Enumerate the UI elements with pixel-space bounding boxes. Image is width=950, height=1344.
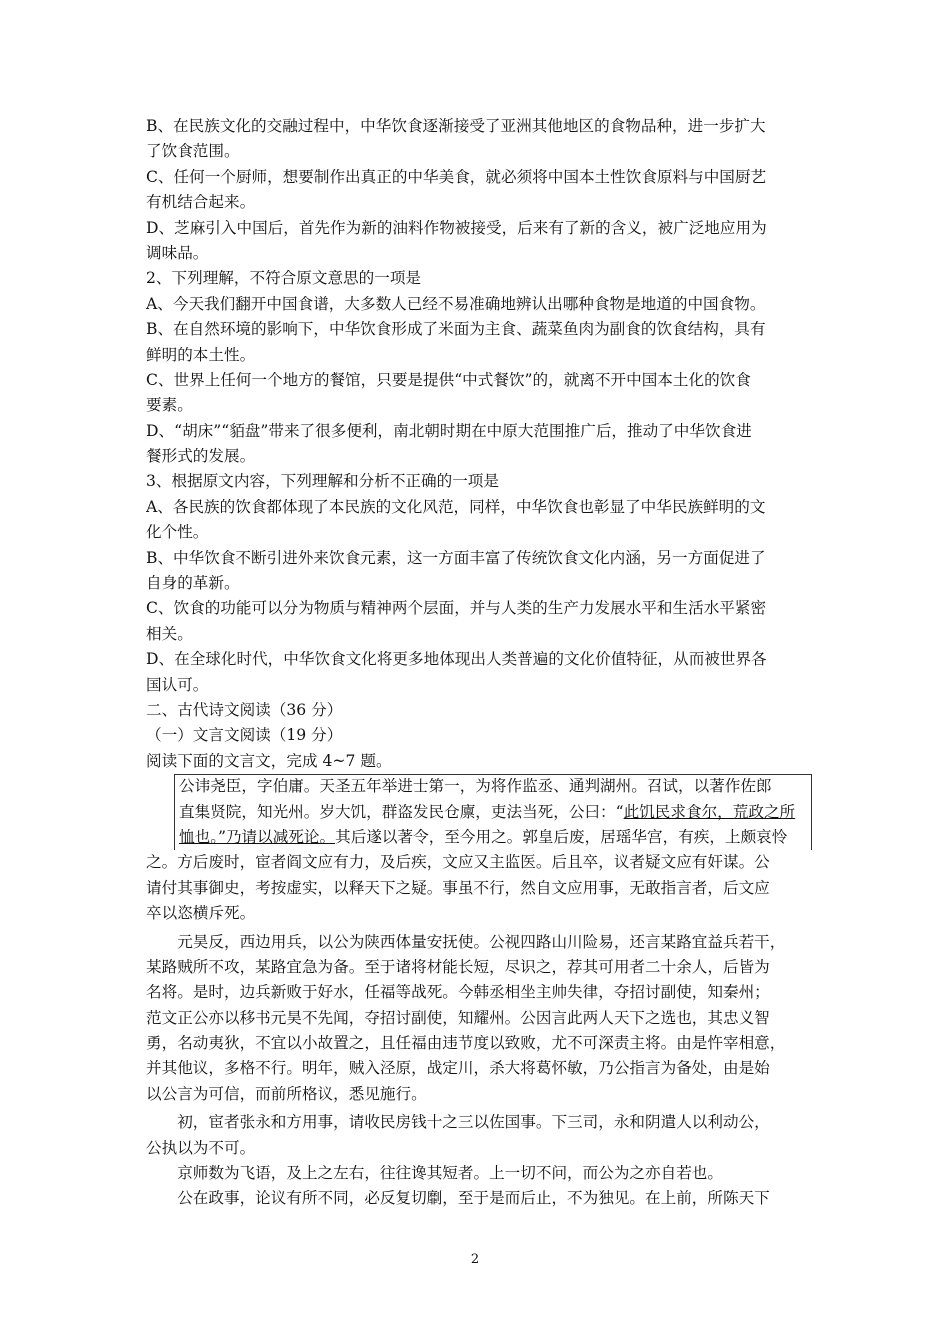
underlined-sentence: 此饥民求食尔，荒政之所 [623,802,796,821]
passage-paragraph-4 [146,1161,810,1186]
text-line: 了饮食范围。 [146,142,240,161]
question-stem: 2、下列理解，不符合原文意思的一项是 [146,269,422,288]
boxed-passage-excerpt [174,774,812,850]
text-line: 自身的革新。 [146,574,240,593]
text-span: 直集贤院，知光州。岁大饥，群盗发民仓廪，吏法当死，公曰：“ [179,802,624,821]
text-span: 其后遂以著令，至今用之。郭皇后废，居瑶华宫，有疾，上颇哀怜 [335,827,788,846]
text-line: 以公言为可信，而前所格议，悉见施行。 [146,1084,427,1103]
text-line: 调味品。 [146,243,209,262]
text-line: 公执以为不可。 [146,1138,256,1157]
text-line: D、“胡床”“貊盘”带来了很多便利，南北朝时期在中原大范围推广后，推动了中华饮食进 [146,421,752,440]
text-line: 并其他议，多格不行。明年，贼入泾原，战定川，杀大将葛怀敏，乃公指言为备处，由是始 [146,1059,770,1078]
text-line: 名将。是时，边兵新败于好水，任福等战死。今韩丞相坐主帅失律，夺招讨副使，知秦州； [146,983,770,1002]
text-line: 卒以恣横斥死。 [146,904,256,923]
text-line: 元昊反，西边用兵，以公为陕西体量安抚使。公视四路山川险易，还言某路宜益兵若干， [177,932,786,951]
question-1-options [146,114,810,266]
page-number: 2 [470,1252,480,1267]
text-line: 有机结合起来。 [146,193,256,212]
underlined-sentence: 恤也。”乃请以减死论。 [179,827,336,846]
section-title: 二、古代诗文阅读（36 分） [146,700,343,719]
box-top-border [174,774,812,775]
text-line: 勇，名动夷狄，不宜以小故置之，且任福由违节度以致败，尤不可深责主将。由是忤宰相意， [146,1034,786,1053]
text-line: 相关。 [146,624,193,643]
text-line: A、各民族的饮食都体现了本民族的文化风范，同样，中华饮食也彰显了中华民族鲜明的文 [146,497,766,516]
text-line: 要素。 [146,396,193,415]
text-line: 公讳尧臣，字伯庸。天圣五年举进士第一，为将作监丞、通判湖州。召试，以著作佐郎 [179,777,772,796]
text-line: 京师数为飞语，及上之左右，往往谗其短者。上一切不问，而公为之亦自若也。 [177,1164,723,1183]
subsection-title: （一）文言文阅读（19 分） [146,726,343,745]
question-3 [146,469,810,698]
text-line: B、在自然环境的影响下，中华饮食形成了米面为主食、蔬菜鱼肉为副食的饮食结构，具有 [146,320,766,339]
text-line: C、任何一个厨师，想要制作出真正的中华美食，就必须将中国本土性饮食原料与中国厨艺 [146,167,767,186]
text-line: 化个性。 [146,523,209,542]
text-line: C、饮食的功能可以分为物质与精神两个层面，并与人类的生产力发展水平和生活水平紧密 [146,599,767,618]
passage-paragraph-5 [146,1186,810,1211]
question-stem: 3、根据原文内容，下列理解和分析不正确的一项是 [146,472,499,491]
reading-instruction: 阅读下面的文言文，完成 4~7 题。 [146,751,392,770]
text-line: D、在全球化时代，中华饮食文化将更多地体现出人类普遍的文化价值特征，从而被世界各 [146,650,767,669]
text-line: 之。方后废时，宦者阎文应有力，及后疾，文应又主监医。后且卒，议者疑文应有奸谋。公 [146,853,770,872]
passage-paragraph-2 [146,930,810,1108]
text-line: 请付其事御史，考按虚实，以释天下之疑。事虽不行，然自文应用事，无敢指言者，后文应 [146,878,770,897]
text-line: D、芝麻引入中国后，首先作为新的油料作物被接受，后来有了新的含义，被广泛地应用为 [146,218,767,237]
text-line: B、中华饮食不断引进外来饮食元素，这一方面丰富了传统饮食文化内涵，另一方面促进了 [146,548,766,567]
text-line: A、今天我们翻开中国食谱，大多数人已经不易准确地辨认出哪种食物是地道的中国食物。 [146,294,766,313]
question-2 [146,266,810,469]
text-line: C、世界上任何一个地方的餐馆，只要是提供“中式餐饮”的，就离不开中国本土化的饮食 [146,370,751,389]
text-line: 鲜明的本土性。 [146,345,256,364]
text-line: 公在政事，论议有所不同，必反复切劘，至于是而后止，不为独见。在上前，所陈天下 [177,1189,770,1208]
text-line: 国认可。 [146,675,209,694]
document-page [146,114,810,1212]
text-line [179,800,811,825]
text-line: 范文正公亦以移书元昊不先闻，夺招讨副使，知耀州。公因言此两人天下之选也，其忠义智 [146,1008,770,1027]
text-line: B、在民族文化的交融过程中，中华饮食逐渐接受了亚洲其他地区的食物品种，进一步扩大 [146,117,766,135]
passage-paragraph-3 [146,1110,810,1161]
text-line: 初，宦者张永和方用事，请收民房钱十之三以佐国事。下三司，永和阴遣人以利动公， [177,1113,770,1132]
text-line: 某路贼所不攻，某路宜急为备。至于诸将材能长短，尽识之，荐其可用者二十余人，后皆为 [146,957,770,976]
text-line: 餐形式的发展。 [146,447,256,466]
passage-paragraph-1-rest [146,850,810,926]
text-line [179,825,811,850]
